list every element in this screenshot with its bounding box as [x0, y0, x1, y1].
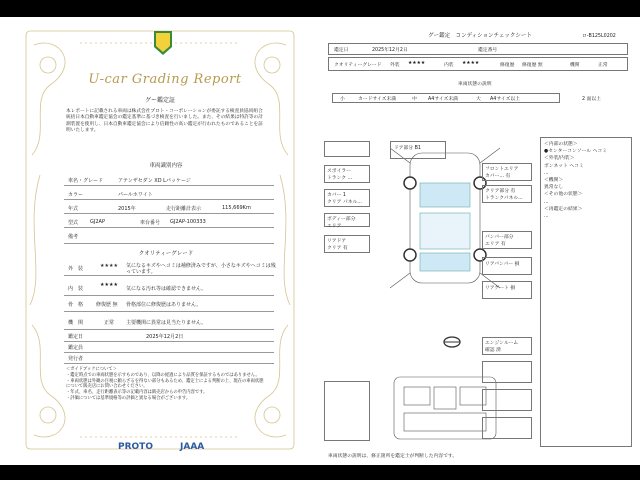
type-label: 型式 [68, 220, 79, 226]
legend-medium-desc: A4サイズ未満 [428, 97, 458, 102]
callout-box [482, 361, 532, 383]
interior-stars: ★★★★ [462, 61, 480, 66]
color-label: カラー [68, 192, 84, 198]
divider [64, 199, 274, 200]
sheet-header: グー鑑定 コンディションチェックシート [428, 33, 532, 39]
color-value: パールホワイト [118, 192, 153, 198]
callout-5: カバー 1 クリア パネル... [327, 193, 362, 205]
guide-notes: ＜ガイドブックについて＞ ・鑑定時点での車両状態を示すものであり、以降の経過により品質を保証するものではありません。 ・車両状態は外観の目視に頼らざるを得ない部分もあるため、鑑定士による判断の上、現在の車両状態について販売店にお問い合わせください。 ・年式、車名、走行距離表示等の記載内容は販売店からの申告内容です。 ・評価については基準規格等の評価と異なる場合がございます。 [66, 367, 264, 401]
divider [64, 275, 274, 276]
serial-label: 鑑定番号 [478, 48, 498, 53]
goo-appraisal-logo [152, 29, 174, 57]
footer-note: 車両状態の説明は、修正箇所を鑑定士が判断した内容です。 [328, 454, 458, 459]
divider [64, 243, 274, 244]
mechanical-text: 主要機関に異常は見当たりません。 [126, 320, 207, 326]
legend-large-desc: A4サイズ以上 [490, 97, 520, 102]
frame-label: 骨 格 [68, 302, 84, 308]
date-label: 鑑定日 [68, 334, 84, 340]
exterior-label: 外 装 [68, 266, 84, 272]
divider [64, 295, 274, 296]
legend-large: 大 [476, 97, 481, 102]
callout-6: クリア部分 有 トランクパネル... [485, 189, 523, 201]
callout-box [482, 389, 532, 411]
issuer-label: 発行者 [68, 356, 84, 362]
divider [64, 363, 274, 364]
document-id: ロ-B125L0202 [582, 34, 616, 39]
date-value: 2025年12月2日 [372, 48, 408, 53]
repair-label: 修復歴 [500, 63, 515, 68]
mechanical-grade: 正常 [104, 320, 115, 326]
callout-3: スポイラー トランク ... [327, 169, 353, 181]
intro-text: 本レポートに記載される車両は株式会社プロト・コーポレーションが委託する検査員協同組合統括日本自動車鑑定協会の鑑定基準に基づき検査を行いました。また、その結果は特許等の計測装置を使用し、日本自動車鑑定協会により信頼性の高い鑑定が行われたものであることを証明いたします。 [66, 109, 263, 134]
interior-label: 内 装 [68, 286, 84, 292]
section-title: 車両状態の説明 [458, 82, 492, 87]
repair-value: 修復歴 無 [522, 63, 543, 68]
exterior-stars: ★★★★ [100, 263, 118, 269]
divider [64, 185, 274, 186]
side-notes: ＜内部の状態＞ ●センターコンソール ヘコミ ＜外装/内装＞ ボンネット ヘコミ ... ＜機関＞ 異常なし ＜その他の状態＞ ... ＜再鑑定の結果＞ ... [544, 142, 607, 219]
divider [64, 341, 274, 342]
appraiser-label: 鑑定員 [68, 345, 84, 351]
mechanical-label: 機 関 [68, 320, 84, 326]
mech-value: 正常 [598, 63, 608, 68]
quality-section-title: クオリティーグレード [138, 251, 194, 257]
exterior-label: 外装 [390, 63, 400, 68]
mileage-value: 115,669Km [222, 205, 251, 211]
year-label: 年式 [68, 206, 79, 212]
chassis-value: GJ2AP-100333 [170, 219, 206, 225]
frame-grade: 修復歴 無 [96, 302, 118, 308]
interior-stars: ★★★★ [100, 282, 118, 288]
year-value: 2015年 [118, 206, 136, 212]
mech-label: 機関 [570, 63, 580, 68]
divider [64, 311, 274, 312]
interior-label: 内装 [444, 63, 454, 68]
model-label: 車名・グレード [68, 178, 104, 184]
callout-8: リアドア クリア 有 [327, 239, 348, 251]
date-label: 鑑定日 [334, 48, 349, 53]
callout-11: リアゲート 損 [485, 286, 516, 291]
callout-box [324, 141, 370, 157]
callout-10: リアバンパー 損 [485, 262, 520, 267]
sheet [0, 17, 640, 465]
divider [64, 213, 274, 214]
divider [64, 227, 274, 228]
callout-4: フロントエリア カバー... 有 [485, 167, 519, 179]
divider [64, 329, 274, 330]
vehicle-section-title: 車両識別内容 [149, 163, 183, 169]
report-title: U-car Grading Report [88, 72, 242, 87]
exterior-stars: ★★★★ [408, 61, 426, 66]
interior-text: 気になる汚れ等は確認できません。 [126, 286, 207, 292]
remarks-label: 備考 [68, 234, 79, 240]
steering-wheel-icon [442, 335, 462, 349]
scale-label: 2 面以上 [582, 97, 601, 102]
callout-box [482, 417, 532, 439]
grading-certificate [0, 17, 320, 465]
model-value: アテンザセダン XD Lパッケージ [118, 178, 191, 184]
frame-text: 骨格部位に修復歴はありません。 [126, 302, 202, 308]
legend-medium: 中 [412, 97, 417, 102]
divider [64, 352, 274, 353]
chassis-label: 車台番号 [140, 220, 161, 226]
proto-text: PROTO [118, 442, 153, 452]
exterior-text: 気になるキズやヘコミは補修済みですが、小さなキズやヘコミは残っています。 [126, 263, 276, 275]
jaaa-logo [180, 442, 204, 452]
callout-12: エンジンルーム 確認 済 [485, 341, 519, 353]
mileage-label: 走行距離計表示 [166, 206, 202, 212]
callout-7: ボディー部分 エリア [327, 217, 356, 229]
proto-logo [118, 442, 153, 452]
report-subtitle: グー鑑定証 [144, 97, 175, 104]
type-value: GJ2AP [90, 219, 105, 225]
callout-box [324, 381, 370, 441]
jaaa-text: JAAA [180, 442, 205, 452]
date-value: 2025年12月2日 [146, 334, 184, 340]
legend-small-desc: カードサイズ未満 [358, 97, 396, 102]
condition-check-sheet [320, 17, 640, 465]
callout-9: バンパー部分 エリア 有 [485, 235, 514, 247]
quality-label: クオリティーグレード [334, 63, 382, 68]
callout-1: ドア部分 B1 [394, 146, 421, 151]
legend-small: 小 [340, 97, 345, 102]
